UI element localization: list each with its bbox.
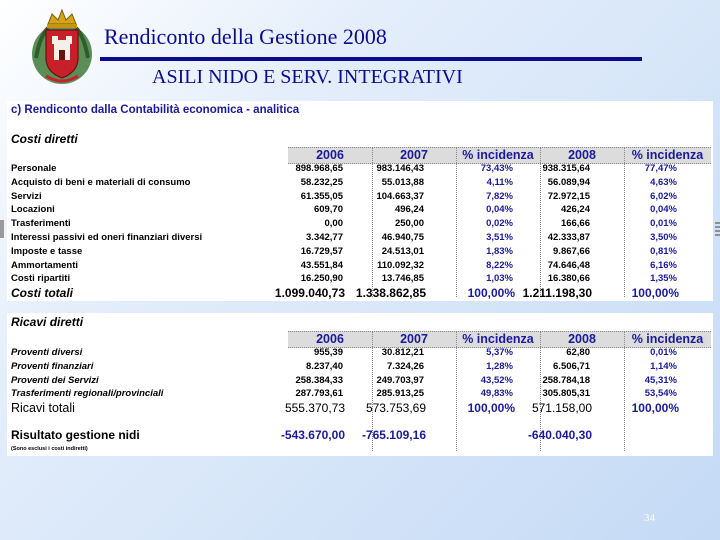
result-label: Risultato gestione nidi <box>11 428 140 442</box>
value-2007: 496,24 <box>394 204 424 216</box>
row-label: Interessi passivi ed oneri finanziari diversi <box>11 232 203 243</box>
value-2008: 42.333,87 <box>547 232 590 243</box>
value-2008: 74.646,48 <box>547 259 590 271</box>
value-2006: 43.551,84 <box>300 259 343 271</box>
pct-2008: 1,35% <box>650 273 677 285</box>
pct-2007: 3,51% <box>486 232 513 243</box>
value-2007: 7.324,26 <box>387 360 424 372</box>
value-2007: 46.940,75 <box>381 232 424 243</box>
row-label: Imposte e tasse <box>11 245 83 257</box>
row-label: Acquisto di beni e materiali di consumo <box>11 176 191 188</box>
value-2007: 55.013,88 <box>381 176 424 188</box>
pct-2007: 8,22% <box>486 259 513 271</box>
table-row <box>11 374 711 388</box>
value-2006: 609,70 <box>313 204 343 216</box>
pct-2007: 73,43% <box>480 163 513 174</box>
table-row <box>11 245 711 259</box>
row-label: Proventi dei Servizi <box>11 374 99 386</box>
value-2006: 287.793,61 <box>295 388 343 400</box>
right-edge-marker <box>715 222 720 238</box>
value-2007: 285.913,25 <box>376 388 424 400</box>
value-2008: 426,24 <box>560 204 590 216</box>
page-number: 34 <box>644 512 655 524</box>
costs-table-panel <box>7 101 713 301</box>
table-row <box>11 346 711 360</box>
value-2008: 62,80 <box>566 347 590 358</box>
revenues-total-label: Ricavi totali <box>11 401 75 415</box>
value-2006: 8.237,40 <box>306 360 343 372</box>
value-2007: 983.146,43 <box>376 163 424 174</box>
value-2006: 258.384,33 <box>295 374 343 386</box>
row-label: Proventi finanziari <box>11 360 94 372</box>
value-2007: 30.812,21 <box>381 347 424 358</box>
revenues-total-2008: 571.158,00 <box>531 401 592 415</box>
table-row <box>11 387 711 401</box>
pct-2008: 0,04% <box>650 204 677 216</box>
indirect-costs-note: (Sono esclusi i costi indiretti) <box>11 446 88 452</box>
row-label: Trasferimenti <box>11 218 71 230</box>
row-label: Servizi <box>11 190 42 202</box>
value-2006: 3.342,77 <box>306 232 343 243</box>
costs-total-2006: 1.099.040,73 <box>274 286 345 300</box>
revenues-total-2007: 573.753,69 <box>365 401 426 415</box>
table-row <box>11 272 711 286</box>
pct-2007: 7,82% <box>486 190 513 202</box>
costs-total-label: Costi totali <box>11 286 73 300</box>
pct-2008: 0,01% <box>650 347 677 358</box>
value-2008: 56.089,94 <box>547 176 590 188</box>
value-2006: 16.250,90 <box>300 273 343 285</box>
revenues-header-2006: 2006 <box>316 332 344 346</box>
table-row <box>11 190 711 204</box>
pct-2007: 43,52% <box>480 374 513 386</box>
row-label: Costi ripartiti <box>11 273 71 285</box>
costs-total-pct-2008: 100,00% <box>631 286 679 300</box>
table-row <box>11 231 711 245</box>
costs-total-pct-2007: 100,00% <box>467 286 515 300</box>
costs-header-2008: 2008 <box>568 148 596 162</box>
pct-2007: 5,37% <box>486 347 513 358</box>
value-2006: 58.232,25 <box>300 176 343 188</box>
value-2007: 249.703,97 <box>376 374 424 386</box>
row-label: Personale <box>11 163 57 174</box>
result-2008: -640.040,30 <box>527 428 592 442</box>
pct-2008: 1,14% <box>650 360 677 372</box>
pct-2008: 6,16% <box>650 259 677 271</box>
table-row <box>11 217 711 231</box>
page-title: Rendiconto della Gestione 2008 <box>104 24 387 49</box>
row-label: Ammortamenti <box>11 259 79 271</box>
revenues-total-pct-2007: 100,00% <box>467 401 515 415</box>
value-2006: 0,00 <box>324 218 343 230</box>
value-2008: 258.784,18 <box>542 374 590 386</box>
revenues-total-2006: 555.370,73 <box>284 401 345 415</box>
revenues-header-2007: 2007 <box>400 332 428 346</box>
pct-2007: 1,03% <box>486 273 513 285</box>
pct-2008: 3,50% <box>650 232 677 243</box>
pct-2007: 1,83% <box>486 245 513 257</box>
value-2006: 898.968,65 <box>295 163 343 174</box>
result-2007: -765.109,16 <box>361 428 426 442</box>
value-2007: 13.746,85 <box>381 273 424 285</box>
pct-2007: 0,02% <box>486 218 513 230</box>
costs-header-2006: 2006 <box>316 148 344 162</box>
value-2006: 16.729,57 <box>300 245 343 257</box>
value-2008: 6.506,71 <box>553 360 590 372</box>
value-2006: 955,39 <box>313 347 343 358</box>
pct-2007: 4,11% <box>486 176 513 188</box>
pct-2008: 0,81% <box>650 245 677 257</box>
value-2008: 16.380,66 <box>547 273 590 285</box>
table-row <box>11 176 711 190</box>
value-2008: 72.972,15 <box>547 190 590 202</box>
pct-2008: 0,01% <box>650 218 677 230</box>
table-row <box>11 162 711 176</box>
table-row <box>11 259 711 273</box>
value-2008: 9.867,66 <box>553 245 590 257</box>
pct-2008: 77,47% <box>644 163 677 174</box>
costs-header-pct-2007: % incidenza <box>462 148 534 162</box>
pct-2008: 53,54% <box>644 388 677 400</box>
revenues-total-pct-2008: 100,00% <box>631 401 679 415</box>
pct-2008: 4,63% <box>650 176 677 188</box>
revenues-table-panel <box>7 313 713 456</box>
value-2008: 938.315,64 <box>542 163 590 174</box>
value-2007: 110.092,32 <box>376 259 424 271</box>
pct-2007: 49,83% <box>480 388 513 400</box>
costs-total-2007: 1.338.862,85 <box>355 286 426 300</box>
value-2007: 104.663,37 <box>376 190 424 202</box>
result-2006: -543.670,00 <box>280 428 345 442</box>
table-row <box>11 360 711 374</box>
value-2008: 166,66 <box>560 218 590 230</box>
value-2008: 305.805,31 <box>542 388 590 400</box>
value-2006: 61.355,05 <box>300 190 343 202</box>
value-2007: 24.513,01 <box>381 245 424 257</box>
pct-2007: 0,04% <box>486 204 513 216</box>
title-divider <box>100 57 642 61</box>
costs-total-2008: 1.211.198,30 <box>522 286 592 300</box>
left-edge-marker <box>0 220 4 238</box>
row-label: Proventi diversi <box>11 347 83 358</box>
row-label: Locazioni <box>11 204 55 216</box>
revenues-header-pct-2007: % incidenza <box>462 332 534 346</box>
municipal-crest-icon <box>28 6 96 88</box>
pct-2008: 6,02% <box>650 190 677 202</box>
value-2007: 250,00 <box>394 218 424 230</box>
revenues-header-pct-2008: % incidenza <box>631 332 704 346</box>
revenues-subheading: Ricavi diretti <box>11 315 84 329</box>
row-label: Trasferimenti regionali/provinciali <box>11 388 164 400</box>
costs-header-pct-2008: % incidenza <box>631 148 704 162</box>
page-subtitle: ASILI NIDO E SERV. INTEGRATIVI <box>152 66 463 88</box>
pct-2007: 1,28% <box>486 360 513 372</box>
costs-subheading: Costi diretti <box>11 132 78 146</box>
costs-section-title: c) Rendiconto dalla Contabilità economica - analitica <box>11 104 300 116</box>
revenues-header-2008: 2008 <box>568 332 596 346</box>
table-row <box>11 203 711 217</box>
pct-2008: 45,31% <box>644 374 677 386</box>
costs-header-2007: 2007 <box>400 148 428 162</box>
